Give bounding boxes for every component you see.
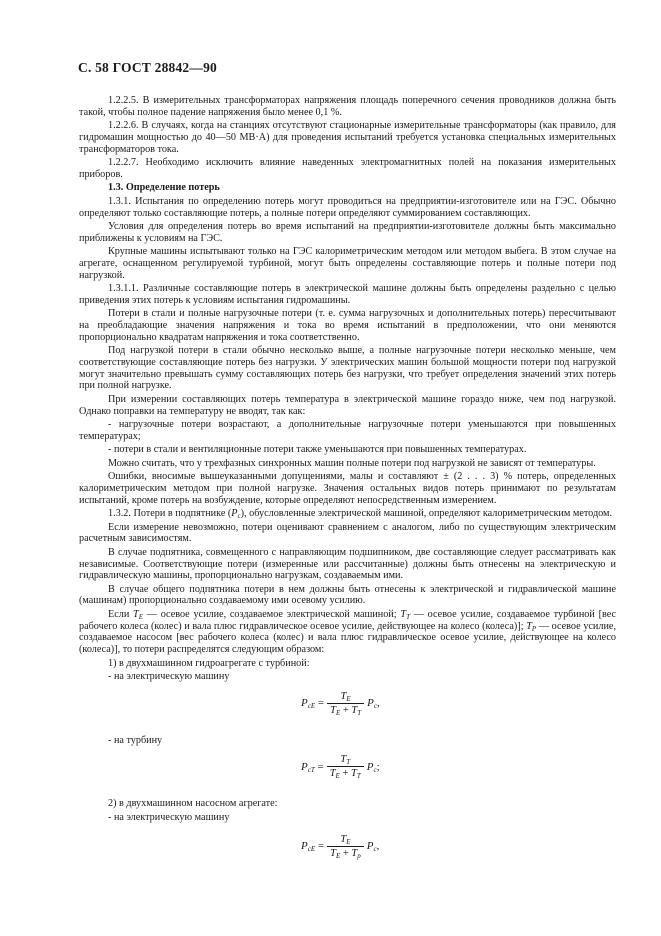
paragraph-p16: 1.3.2. Потери в подпятнике $(P_c)$, обусловленные электрической машиной, определяют калориметрическим методом.: [108, 508, 613, 521]
formula-rhs: $P_c$,: [367, 697, 380, 711]
paragraph-p10: Под нагрузкой потери в стали обычно несколько выше, а полные нагрузочные потери несколько меньше, чем соответствующие составляющие потерь без нагрузки. У электрических машин большой мощности потери под нагрузкой могут значительно превышать сумму составляющих потерь без нагрузки, что требует определения значений этих потерь при полной нагрузке.: [79, 345, 616, 392]
formula-denominator: $T_E + T_T$: [327, 703, 364, 716]
formula-lhs: $P_{cE}$ =: [301, 840, 325, 854]
paragraph-list: [79, 95, 616, 683]
paragraph-p13: - потери в стали и вентиляционные потери также уменьшаются при повышенных температурах.: [108, 444, 527, 456]
paragraph-p14: Можно считать, что у трехфазных синхронных машин полные потери под нагрузкой не зависят от температуры.: [108, 457, 596, 469]
paragraph-p21: 1) в двухмашинном гидроагрегате с турбиной:: [108, 657, 310, 669]
paragraph-p6: Условия для определения потерь во время испытаний на предприятии-изготовителе должны быть максимально приближены к условиям на ГЭС.: [79, 221, 616, 244]
page-header: С. 58 ГОСТ 28842—90: [78, 60, 217, 75]
paragraph-p7: Крупные машины испытывают только на ГЭС калориметрическим методом или методом выбега. В этом случае на агрегате, оснащенном регулируемой турбиной, могут быть определены составляющие потерь и полные потери под нагрузкой.: [79, 246, 616, 281]
paragraph-p5: 1.3.1. Испытания по определению потерь могут проводиться на предприятии-изготовителе или на ГЭС. Обычно определяют только составляющие потерь, а полные потери определяют суммированием составляющих.: [79, 195, 616, 219]
paragraph-p2: 1.2.2.6. В случаях, когда на станциях отсутствуют стационарные измерительные трансформаторы (как правило, для гидромашин мощностью до 40—50 МВ·А) для проведения испытаний требуется установка специальных измерительных трансформаторов тока.: [79, 120, 616, 155]
formula-fraction: [327, 834, 364, 859]
formula-rhs: $P_c$,: [366, 840, 380, 854]
paragraph-p9: Потери в стали и полные нагрузочные потери (т. е. сумма нагрузочных и дополнительных потерь) пересчитывают на преобладающие значения напряжения и тока во время испытаний в предположении, что они меняются пропорционально квадратам напряжения и тока соответственно.: [79, 308, 616, 343]
formula-pce-pump: [79, 830, 616, 870]
formula-numerator: $T_T$: [340, 754, 351, 767]
paragraph-p3: 1.2.2.7. Необходимо исключить влияние наведенных электромагнитных полей на показания измерительных приборов.: [79, 157, 616, 180]
paragraph-p22: - на электрическую машину: [108, 671, 230, 683]
paragraph-pump-unit: 2) в двухмашинном насосном агрегате:: [108, 798, 278, 810]
paragraph-p1: 1.2.2.5. В измерительных трансформаторах напряжения площадь поперечного сечения проводников должна быть такой, чтобы полное падение напряжения было менее 0,1 %.: [79, 95, 616, 118]
paragraph-p4: 1.3. Определение потерь: [108, 182, 220, 194]
paragraph-p19: В случае общего подпятника потери в нем должны быть отнесены к электрической и гидравлической машине (машинам) пропорционально создаваемому ими осевому усилию.: [79, 583, 616, 607]
formula-lhs: $P_{cE}$ =: [301, 697, 325, 711]
paragraph-p18: В случае подпятника, совмещенного с направляющим подшипником, две составляющие следует рассматривать как независимые. Соответствующие потери (измеренные или рассчитанные) должны быть отнесены на электрическую и гидравлическую машины, пропорционально нагрузкам, создаваемым ими.: [79, 546, 616, 582]
paragraph-p20: Если $T_E$ — осевое усилие, создаваемое электрической машиной; $T_T$ — осевое усилие, создаваемое турбиной [вес рабочего колеса (колес) и вала плюс гидравлическое осевое усилие, действующее на колесо (колеса)]; $T_P$ — осевое усилие, создаваемое насосом [вес рабочего колеса (колес) и вала плюс гидравлическое осевое усилие, действующее на колесо (колеса)], то потери распределятся следующим образом:: [79, 608, 617, 656]
formula-fraction: [327, 691, 364, 716]
paragraph-p8: 1.3.1.1. Различные составляющие потерь в электрической машине должны быть определены раздельно с целью приведения этих потерь к условиям испытания гидромашины.: [79, 283, 616, 306]
formula-fraction: [327, 754, 364, 779]
formula-denominator: $T_E + T_p$: [327, 846, 364, 859]
paragraph-pump-electric: - на электрическую машину: [108, 811, 230, 823]
formula-denominator: $T_E + T_T$: [327, 766, 364, 779]
formula-pce-turbine: [79, 689, 616, 729]
formula-numerator: $T_E$: [340, 833, 351, 846]
paragraph-p12: - нагрузочные потери возрастают, а дополнительные нагрузочные потери уменьшаются при повышенных температурах;: [79, 419, 616, 442]
formula-numerator: $T_E$: [340, 690, 351, 703]
paragraph-p15: Ошибки, вносимые вышеуказанными допущениями, малы и составляют ± (2 . . . 3) % потерь, определенных калориметрическим методом при полной нагрузке. Значения остальных видов потерь принимают по результатам испытаний, кроме потерь на возбуждение, которые определяют непосредственным измерением.: [79, 471, 616, 506]
paragraph-p11: При измерении составляющих потерь температура в электрической машине гораздо ниже, чем под нагрузкой. Однако поправки на температуру не вводят, так как:: [79, 393, 616, 417]
paragraph-turbine: - на турбину: [108, 734, 163, 746]
document-body: [79, 95, 616, 876]
formula-rhs: $P_c$;: [366, 760, 380, 774]
formula-pct-turbine: [79, 752, 616, 792]
paragraph-p17: Если измерение невозможно, потери оценивают сравнением с аналогом, либо по существующим электрическим расчетным зависимостям.: [79, 521, 616, 545]
formula-lhs: $P_{cT}$ =: [301, 760, 324, 774]
